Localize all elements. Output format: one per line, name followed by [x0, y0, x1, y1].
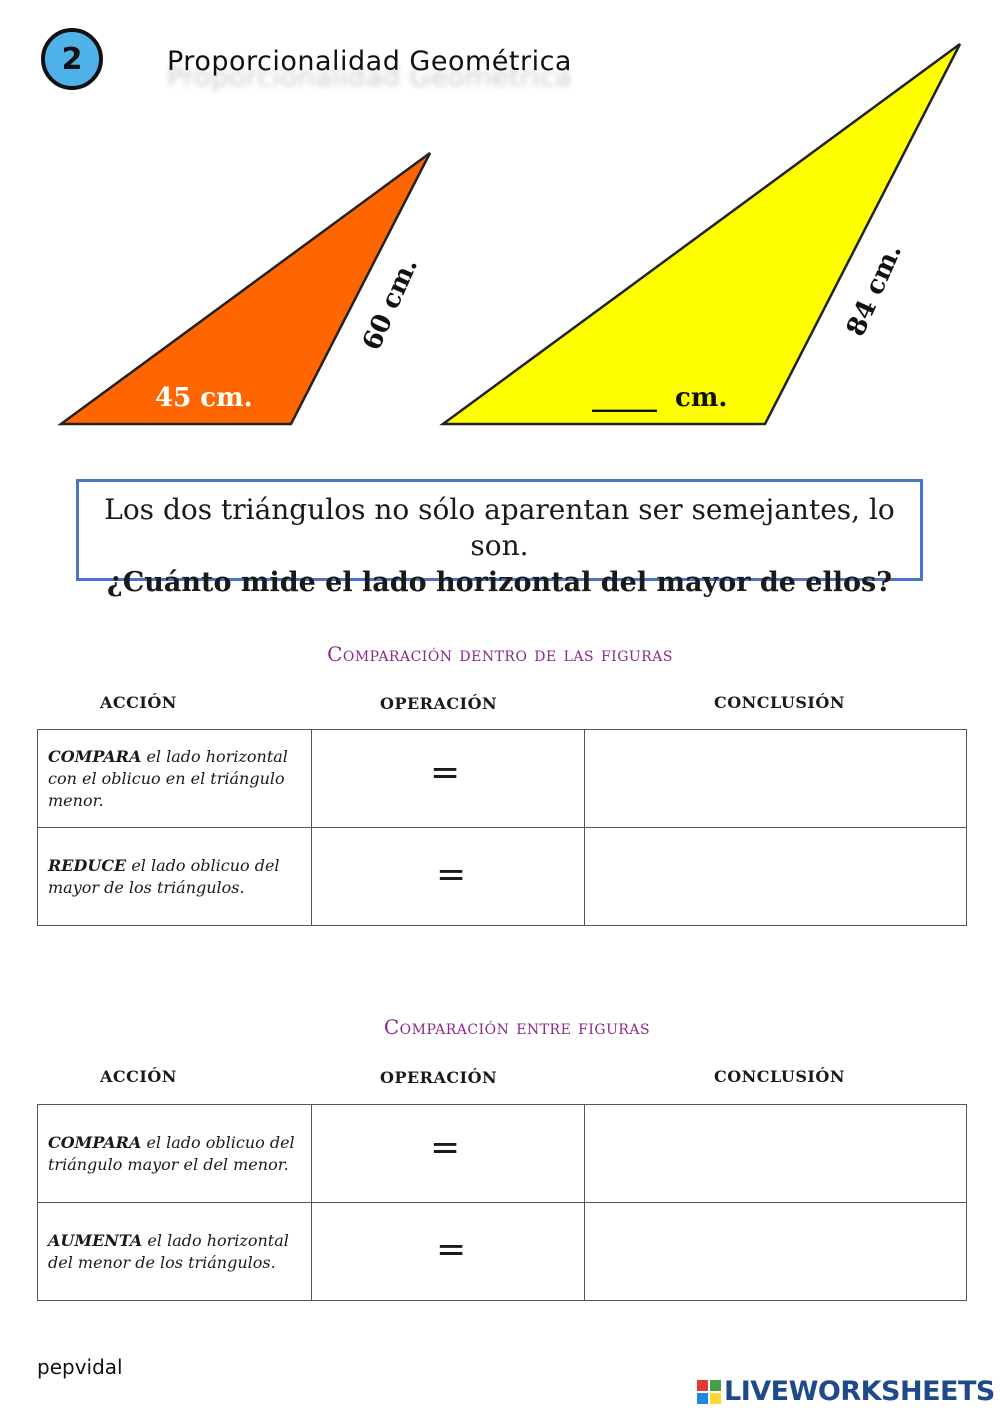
- table-row: [38, 828, 967, 926]
- operation-cell[interactable]: [311, 1203, 585, 1301]
- large-horizontal-unit: cm.: [675, 383, 728, 413]
- problem-statement: [76, 479, 923, 598]
- triangles-figure: [0, 0, 1000, 460]
- logo-square: [710, 1380, 721, 1391]
- logo-icon: [697, 1380, 721, 1404]
- page-title: Proporcionalidad Geométrica: [167, 46, 572, 77]
- section2-table: [37, 1104, 967, 1301]
- table-row: [38, 730, 967, 828]
- operation-cell[interactable]: [311, 1105, 585, 1203]
- action-verb: AUMENTA: [48, 1230, 143, 1250]
- liveworksheets-logo[interactable]: [697, 1376, 995, 1407]
- action-text: el lado oblicuo del triángulo mayor el del menor.: [48, 1132, 295, 1174]
- logo-square: [710, 1393, 721, 1404]
- conclusion-cell[interactable]: [585, 1105, 967, 1203]
- action-verb: COMPARA: [48, 746, 142, 766]
- small-oblique-label: 60 cm.: [356, 253, 425, 355]
- action-cell: [38, 1203, 312, 1301]
- action-cell: [38, 828, 312, 926]
- statement-line-1: Los dos triángulos no sólo aparentan ser semejantes, lo son.: [104, 493, 895, 562]
- action-cell: [38, 1105, 312, 1203]
- action-text: el lado horizontal con el oblicuo en el triángulo menor.: [48, 746, 288, 810]
- table-row: [38, 1203, 967, 1301]
- logo-square: [697, 1393, 708, 1404]
- action-verb: COMPARA: [48, 1132, 142, 1152]
- equals-sign: =: [430, 752, 461, 793]
- author-signature: pepvidal: [37, 1355, 123, 1379]
- logo-square: [697, 1380, 708, 1391]
- section2-header-conclusion: CONCLUSIÓN: [714, 1067, 845, 1086]
- large-oblique-label: 84 cm.: [840, 239, 909, 341]
- large-horizontal-blank: _____: [592, 383, 657, 413]
- logo-text: LIVEWORKSHEETS: [724, 1376, 995, 1407]
- operation-cell[interactable]: [311, 828, 585, 926]
- action-cell: [38, 730, 312, 828]
- operation-cell[interactable]: [311, 730, 585, 828]
- equals-sign: =: [436, 1229, 467, 1270]
- conclusion-cell[interactable]: [585, 730, 967, 828]
- statement-question: ¿Cuánto mide el lado horizontal del mayor de ellos?: [106, 567, 893, 598]
- equals-sign: =: [436, 854, 467, 895]
- action-text: el lado oblicuo del mayor de los triángulos.: [48, 855, 280, 897]
- section2-header-operation: OPERACIÓN: [380, 1068, 498, 1087]
- table-row: [38, 1105, 967, 1203]
- section1-header-conclusion: CONCLUSIÓN: [714, 693, 845, 712]
- equals-sign: =: [430, 1127, 461, 1168]
- conclusion-cell[interactable]: [585, 828, 967, 926]
- large-triangle: [443, 44, 960, 424]
- exercise-number-badge: 2: [41, 28, 103, 90]
- section2-header-action: ACCIÓN: [100, 1067, 177, 1086]
- section1-header-action: ACCIÓN: [100, 693, 177, 712]
- section1-title: Comparación dentro de las figuras: [327, 642, 673, 666]
- conclusion-cell[interactable]: [585, 1203, 967, 1301]
- action-verb: REDUCE: [48, 855, 127, 875]
- section1-header-operation: OPERACIÓN: [380, 694, 498, 713]
- section2-title: Comparación entre figuras: [383, 1015, 651, 1039]
- section1-table: [37, 729, 967, 926]
- small-horizontal-label: 45 cm.: [155, 383, 253, 413]
- action-text: el lado horizontal del menor de los triángulos.: [48, 1230, 289, 1272]
